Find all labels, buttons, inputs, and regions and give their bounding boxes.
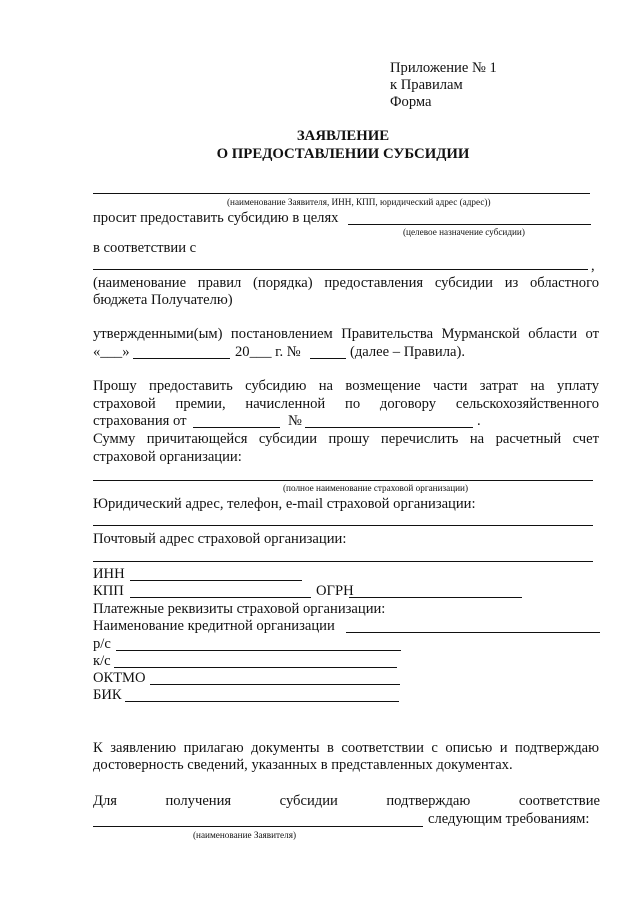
rules-name-line-2: бюджета Получателю)	[93, 292, 233, 308]
purpose-caption: (целевое назначение субсидии)	[403, 227, 525, 237]
requirements-text: следующим требованиям:	[428, 811, 590, 827]
bik-blank	[125, 701, 399, 702]
ogrn-label: ОГРН	[316, 583, 354, 599]
legal-address-blank	[93, 525, 593, 526]
rs-label: р/с	[93, 636, 111, 652]
bik-label: БИК	[93, 687, 122, 703]
applicant-name-blank	[93, 826, 423, 827]
date-year: 20___ г. №	[235, 344, 301, 360]
postal-address-label: Почтовый адрес страховой организации:	[93, 531, 347, 547]
request-text: просит предоставить субсидию в целях	[93, 210, 339, 226]
appendix-number: Приложение № 1	[390, 60, 497, 76]
sum-line-1: Сумму причитающейся субсидии прошу перечислить на расчетный счет	[93, 431, 599, 447]
ask-line-1: Прошу предоставить субсидию на возмещение части затрат на уплату	[93, 378, 599, 394]
date-month-blank	[133, 358, 230, 359]
applicant-name-caption: (наименование Заявителя)	[193, 830, 297, 840]
attach-line-2: достоверность сведений, указанных в представленных документах.	[93, 757, 513, 773]
confirm-word-3: субсидии	[279, 793, 338, 809]
confirmation-line	[93, 793, 600, 809]
applicant-blank-line	[93, 193, 590, 194]
purpose-blank-line	[348, 224, 591, 225]
confirm-word-4: подтверждаю	[386, 793, 471, 809]
resolution-number-blank	[310, 358, 346, 359]
confirm-word-1: Для	[93, 793, 117, 809]
appendix-rules: к Правилам	[390, 77, 463, 93]
sum-line-2: страховой организации:	[93, 449, 242, 465]
contract-number-blank	[305, 427, 473, 428]
contract-number-sign: №	[288, 413, 302, 429]
bank-name-label: Наименование кредитной организации	[93, 618, 335, 634]
applicant-caption: (наименование Заявителя, ИНН, КПП, юридический адрес (адрес))	[227, 197, 491, 207]
ask-line-2: страховой премии, начисленной по договору сельскохозяйственного	[93, 396, 599, 412]
ks-label: к/с	[93, 653, 111, 669]
ogrn-blank	[349, 597, 522, 598]
ask-line-3-start: страхования от	[93, 413, 187, 429]
oktmo-label: ОКТМО	[93, 670, 146, 686]
contract-dot: .	[477, 413, 481, 429]
according-text: в соответствии с	[93, 240, 197, 256]
form-label: Форма	[390, 94, 432, 110]
confirm-word-5: соответствие	[518, 793, 600, 809]
insurer-name-blank	[93, 480, 593, 481]
rules-abbrev: (далее – Правила).	[350, 344, 466, 360]
approved-text: утвержденными(ым) постановлением Правительства Мурманской области от	[93, 326, 599, 342]
inn-blank	[130, 580, 302, 581]
title-line-2: О ПРЕДОСТАВЛЕНИИ СУБСИДИИ	[216, 146, 470, 162]
title-line-1: ЗАЯВЛЕНИЕ	[296, 128, 390, 144]
postal-address-blank	[93, 561, 593, 562]
kpp-label: КПП	[93, 583, 124, 599]
rs-blank	[116, 650, 401, 651]
contract-date-blank	[193, 427, 280, 428]
insurer-caption: (полное наименование страховой организации)	[283, 483, 469, 493]
rules-blank-line	[93, 269, 588, 270]
oktmo-blank	[150, 684, 400, 685]
ks-blank	[114, 667, 397, 668]
rules-name-line-1: (наименование правил (порядка) предоставления субсидии из областного	[93, 275, 599, 291]
comma: ,	[591, 258, 595, 274]
payment-details-label: Платежные реквизиты страховой организации:	[93, 601, 386, 617]
inn-label: ИНН	[93, 566, 125, 582]
attach-line-1: К заявлению прилагаю документы в соответствии с описью и подтверждаю	[93, 740, 599, 756]
bank-name-blank	[346, 632, 600, 633]
kpp-blank	[130, 597, 311, 598]
confirm-word-2: получения	[165, 793, 232, 809]
legal-address-label: Юридический адрес, телефон, e-mail страховой организации:	[93, 496, 476, 512]
date-day: «___»	[93, 344, 130, 360]
